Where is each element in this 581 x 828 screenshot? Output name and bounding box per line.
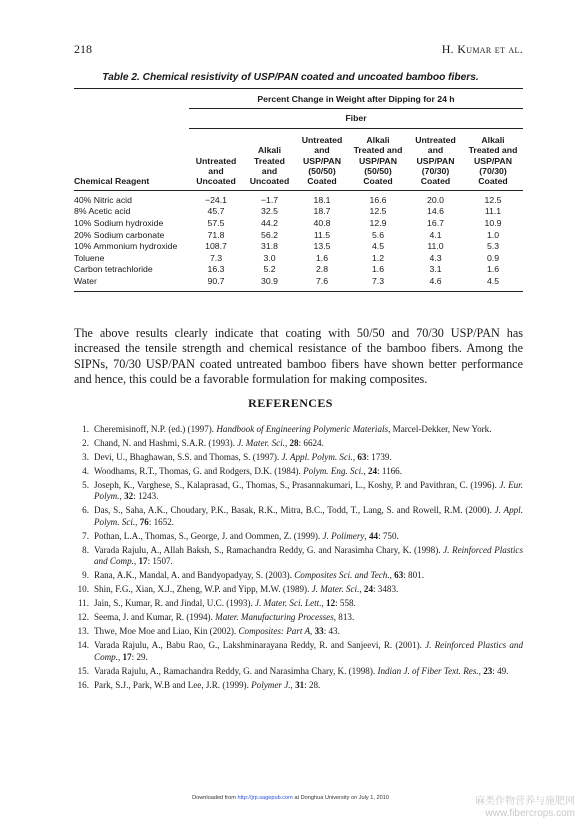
reference-detail: : 29.	[131, 651, 148, 662]
table-header	[74, 89, 523, 191]
reagent-cell: Toluene	[74, 252, 105, 263]
column-header-row	[74, 128, 523, 190]
value-cell: 12.9	[369, 218, 387, 229]
column-header	[189, 128, 243, 190]
reference-number: 7.	[82, 530, 89, 541]
reference-title: J. Polimery	[322, 530, 365, 541]
column-header-line: Coated	[307, 176, 337, 187]
reference-item	[74, 598, 523, 609]
reference-detail: : 3483.	[373, 584, 399, 595]
column-header-line: Uncoated	[249, 176, 290, 187]
value-cell: 3.1	[429, 264, 442, 275]
reference-detail: : 6624.	[298, 438, 324, 448]
reference-text	[94, 640, 523, 663]
reference-authors: Varada Rajulu, A., Babu Rao, G., Lakshminarayana Reddy, R. and Sanjeevi, R. (2001).	[94, 640, 426, 651]
table-row	[74, 264, 523, 276]
reference-detail: ,	[310, 626, 315, 637]
value-cell: 4.3	[429, 252, 442, 263]
value-cell: 5.3	[486, 241, 500, 252]
reference-authors: Das, S., Saha, A.K., Choudary, P.K., Basak, R.K., Mitra, B.C., Todd, T., Lang, S. and Rowell, R.M. (2000).	[94, 505, 495, 516]
reference-item	[74, 640, 523, 663]
value-cell: 57.5	[207, 218, 225, 229]
reference-title: J. Appl. Polym. Sci.	[281, 452, 353, 462]
value-cell: 20.0	[427, 194, 444, 205]
column-header	[408, 128, 463, 190]
reference-number: 13.	[77, 626, 89, 637]
column-header-line: Alkali	[366, 134, 390, 145]
column-header-line: and	[208, 166, 224, 177]
table-container	[74, 88, 523, 292]
value-cell: 16.7	[427, 218, 444, 229]
reference-item	[74, 466, 523, 477]
column-header-line: Alkali	[257, 145, 282, 156]
reference-number: 4.	[82, 466, 89, 476]
reference-authors: Jain, S., Kumar, R. and Jindal, U.C. (1993).	[94, 598, 256, 609]
column-header-line: (70/30)	[421, 166, 450, 177]
reference-text	[94, 584, 523, 595]
value-cell: 30.9	[261, 276, 278, 286]
reference-authors: Devi, U., Bhaghawan, S.S. and Thomas, S. (1997).	[94, 452, 282, 462]
value-cell: 40.8	[313, 218, 331, 229]
reference-item	[74, 680, 523, 691]
value-cell: 4.1	[429, 229, 442, 240]
reference-detail: ,	[359, 584, 364, 595]
reference-authors: Chand, N. and Hashmi, S.A.R. (1993).	[94, 438, 238, 448]
reagent-cell: 20% Sodium carbonate	[74, 229, 165, 240]
reference-detail: : 1166.	[377, 466, 403, 476]
reference-detail: , Marcel-Dekker, New York.	[388, 424, 492, 434]
column-header-line: USP/PAN	[416, 155, 455, 166]
reference-number: 6.	[82, 505, 89, 516]
reference-item	[74, 424, 523, 435]
reference-detail: ,	[352, 452, 358, 462]
column-header	[348, 128, 408, 190]
footer-prefix: Downloaded from	[192, 795, 238, 801]
reference-title: J. Eur. Polym.	[94, 480, 523, 502]
reference-volume: 17	[138, 556, 148, 567]
reference-item	[74, 584, 523, 595]
table-body	[74, 190, 523, 291]
column-header-line: Coated	[420, 176, 451, 187]
reference-authors: Thwe, Moe Moe and Liao, Kin (2002).	[94, 626, 239, 637]
reference-item	[74, 612, 523, 623]
reference-authors: Woodhams, R.T., Thomas, G. and Rodgers, D.K. (1984).	[94, 466, 304, 476]
table-row	[74, 230, 523, 242]
fiber-subheader: Fiber	[189, 109, 523, 128]
reference-item	[74, 480, 523, 503]
reference-authors: Varada Rajulu, A., Ramachandra Reddy, G. and Narasimha Chary, K. (1998).	[94, 665, 378, 676]
column-header-line: (50/50)	[364, 166, 392, 177]
reference-item	[74, 531, 523, 542]
page-header	[74, 42, 523, 58]
value-cell: 90.7	[207, 276, 225, 286]
column-header-line: Untreated	[301, 134, 343, 145]
reference-volume: 17	[122, 651, 132, 662]
column-header-line: Untreated	[195, 155, 237, 166]
column-header-line: Untreated	[415, 134, 456, 145]
reference-item	[74, 545, 523, 568]
value-cell: 4.5	[486, 276, 500, 286]
reference-text	[94, 424, 523, 435]
reference-text	[94, 626, 523, 637]
reference-volume: 12	[326, 598, 336, 609]
reference-text	[94, 466, 523, 477]
reference-title: J. Mater. Sci.	[311, 584, 360, 595]
reference-authors: Rana, A.K., Mandal, A. and Bandyopadyay, S. (2003).	[94, 570, 295, 581]
reference-item	[74, 438, 523, 449]
reference-title: Polym. Eng. Sci.	[303, 466, 364, 476]
reference-detail: : 750.	[378, 530, 399, 541]
reference-volume: 63	[357, 452, 367, 462]
value-cell: 1.0	[486, 229, 500, 240]
reference-volume: 63	[394, 570, 404, 581]
reference-detail: : 558.	[335, 598, 356, 609]
value-cell: 18.7	[313, 206, 331, 217]
reference-title: J. Reinforced Plastics and Comp.	[94, 640, 523, 662]
reference-text	[94, 666, 523, 677]
value-cell: 18.1	[313, 194, 331, 205]
value-cell: 12.5	[484, 194, 502, 205]
value-cell: 32.5	[261, 206, 278, 217]
column-header-line: (70/30)	[479, 166, 507, 177]
column-header-line: USP/PAN	[303, 155, 341, 166]
reference-detail: ,	[321, 598, 327, 609]
references-heading: REFERENCES	[248, 396, 333, 410]
reference-volume: 24	[367, 466, 378, 476]
value-cell: 7.3	[371, 276, 385, 286]
reference-number: 16.	[77, 679, 89, 690]
reference-number: 8.	[82, 544, 89, 555]
reference-text	[94, 505, 523, 528]
reference-title: J. Reinforced Plastics and Comp.	[94, 544, 523, 567]
reference-title: Mater. Manufacturing Processes	[215, 612, 334, 623]
column-header-line: Coated	[478, 176, 508, 187]
column-header-line: Uncoated	[196, 176, 236, 187]
reference-item	[74, 626, 523, 637]
site-watermark	[475, 796, 575, 820]
value-cell: 4.6	[429, 276, 442, 286]
column-header-line: (50/50)	[308, 166, 336, 177]
reagent-cell: 40% Nitric acid	[74, 194, 132, 205]
reference-number: 15.	[77, 665, 89, 676]
reference-number: 5.	[82, 480, 89, 490]
reference-title: Handbook of Engineering Polymeric Materials	[216, 424, 389, 434]
reference-text	[94, 680, 523, 691]
reagent-header: Chemical Reagent	[74, 176, 150, 187]
value-cell: 31.8	[261, 241, 278, 252]
group-header: Percent Change in Weight after Dipping for 24 h	[189, 89, 523, 109]
column-header-line: and	[314, 145, 330, 156]
value-cell: 0.9	[486, 252, 500, 263]
reference-volume: 24	[363, 584, 373, 595]
reference-item	[74, 505, 523, 528]
column-header	[296, 128, 348, 190]
reference-detail: ,	[364, 530, 369, 541]
reference-authors: Park, S.J., Park, W.B and Lee, J.R. (1999).	[94, 679, 252, 690]
column-header-line: Alkali	[481, 134, 505, 145]
reference-detail: ,	[290, 679, 296, 690]
reference-detail: ,	[478, 665, 484, 676]
value-cell: 13.5	[313, 241, 331, 252]
table-row	[74, 218, 523, 230]
value-cell: 108.7	[205, 241, 227, 252]
table-row	[74, 253, 523, 265]
reference-detail: ,	[284, 438, 290, 448]
value-cell: 71.8	[207, 229, 225, 240]
table-row	[74, 276, 523, 291]
reference-number: 11.	[77, 598, 89, 609]
reference-volume: 23	[483, 665, 493, 676]
body-paragraph: The above results clearly indicate that coating with 50/50 and 70/30 USP/PAN has increased the tensile strength and chemical resistance of the bamboo fibers. Among the SIPNs, 70/30 USP/PAN coated untreated bamboo fibers have shown better performance and hence, this could be a favorable formulation for making composites.	[74, 326, 523, 387]
column-header-line: and	[261, 166, 278, 177]
reference-detail: : 1243.	[133, 491, 159, 502]
reference-volume: 28	[289, 438, 299, 448]
value-cell: 2.8	[315, 264, 329, 275]
reference-detail: : 1507.	[147, 556, 173, 567]
reference-volume: 33	[314, 626, 324, 637]
reference-authors: Shin, F.G., Xian, X.J., Zheng, W.P. and Yipp, M.W. (1989).	[94, 584, 312, 595]
column-header-line: USP/PAN	[474, 155, 512, 166]
table-row	[74, 241, 523, 253]
reference-detail: ,	[363, 466, 368, 476]
column-header	[463, 128, 523, 190]
column-header-line: Treated and	[468, 145, 518, 156]
reference-volume: 44	[368, 530, 379, 541]
reagent-cell: 10% Ammonium hydroxide	[74, 241, 178, 252]
reference-title: Polymer J.	[251, 679, 291, 690]
page-number: 218	[74, 42, 92, 56]
reference-number: 1.	[82, 424, 89, 434]
reference-detail: : 43.	[323, 626, 340, 637]
reference-detail: ,	[389, 570, 395, 581]
reference-number: 12.	[77, 612, 89, 623]
footer-suffix: at Donghua University on July 1, 2010	[292, 795, 389, 801]
reference-detail: , 813.	[333, 612, 355, 623]
reference-authors: Pothan, L.A., Thomas, S., George, J. and Oommen, Z. (1999).	[94, 530, 323, 541]
reference-item	[74, 452, 523, 463]
value-cell: 10.9	[484, 218, 502, 229]
value-cell: 11.0	[427, 241, 444, 252]
reagent-cell: 8% Acetic acid	[74, 206, 131, 217]
value-cell: 11.5	[313, 229, 331, 240]
value-cell: 12.5	[369, 206, 387, 217]
reference-text	[94, 612, 523, 623]
value-cell: 3.0	[263, 252, 276, 263]
table-caption: Table 2. Chemical resistivity of USP/PAN coated and uncoated bamboo fibers.	[102, 72, 479, 83]
value-cell: 1.6	[315, 252, 329, 263]
value-cell: 16.3	[207, 264, 225, 275]
value-cell: 4.5	[371, 241, 385, 252]
reagent-cell: 10% Sodium hydroxide	[74, 218, 164, 229]
references-list	[74, 424, 523, 694]
value-cell: 11.1	[484, 206, 502, 217]
value-cell: 45.7	[207, 206, 225, 217]
running-head: H. Kumar et al.	[441, 42, 523, 56]
column-header-line: Coated	[363, 176, 393, 187]
value-cell: 44.2	[261, 218, 278, 229]
reference-authors: Varada Rajulu, A., Allah Baksh, S., Ramachandra Reddy, G. and Narasimha Chary, K. (1998).	[94, 544, 444, 555]
reference-volume: 76	[139, 516, 149, 527]
reference-detail: ,	[135, 516, 140, 527]
chemical-resistivity-table	[74, 88, 523, 292]
column-header-line: Treated	[254, 155, 285, 166]
footer-link[interactable]: http://jrp.sagepub.com	[237, 795, 293, 801]
reference-detail: : 801.	[403, 570, 424, 581]
reference-volume: 31	[295, 679, 305, 690]
reference-text	[94, 438, 523, 449]
reference-text	[94, 545, 523, 568]
value-cell: 16.6	[369, 194, 387, 205]
reference-volume: 32	[124, 491, 134, 502]
reference-detail: : 1652.	[148, 516, 175, 527]
column-header	[243, 128, 296, 190]
table-row	[74, 206, 523, 218]
watermark-line-2: www.fibercrops.com	[485, 808, 575, 819]
reference-title: Indian J. of Fiber Text. Res.	[377, 665, 479, 676]
column-header-line: and	[427, 145, 444, 156]
value-cell: 1.6	[371, 264, 385, 275]
value-cell: −1.7	[260, 194, 279, 205]
table-row	[74, 190, 523, 206]
reagent-cell: Carbon tetrachloride	[74, 264, 153, 275]
reference-text	[94, 480, 523, 503]
value-cell: 5.2	[263, 264, 276, 275]
reference-item	[74, 666, 523, 677]
reference-title: J. Appl. Polym. Sci.	[94, 505, 523, 527]
reference-detail: ,	[133, 556, 139, 567]
reference-number: 9.	[82, 570, 89, 581]
reference-detail: : 28.	[304, 679, 321, 690]
value-cell: 1.6	[486, 264, 500, 275]
reference-authors: Joseph, K., Varghese, S., Kalaprasad, G., Thomas, S., Prasannakumari, L., Koshy, P. and Pavithran, C. (1996).	[94, 480, 500, 490]
reference-authors: Seema, J. and Kumar, R. (1994).	[94, 612, 216, 623]
reference-text	[94, 570, 523, 581]
reference-text	[94, 531, 523, 542]
value-cell: 7.6	[315, 276, 329, 286]
value-cell: 7.3	[209, 252, 223, 263]
value-cell: 5.6	[371, 229, 385, 240]
reference-text	[94, 452, 523, 463]
reference-title: Composites Sci. and Tech.	[294, 570, 390, 581]
column-header-line: Treated and	[353, 145, 403, 156]
reference-detail: : 49.	[492, 665, 509, 676]
reference-number: 3.	[82, 452, 89, 462]
reference-title: J. Mater. Sci. Lett.	[255, 598, 322, 609]
reference-title: Composites: Part A	[238, 626, 311, 637]
value-cell: 1.2	[371, 252, 385, 263]
reference-title: J. Mater. Sci.	[237, 438, 285, 448]
reference-number: 10.	[77, 584, 89, 595]
value-cell: 56.2	[261, 229, 278, 240]
reference-text	[94, 598, 523, 609]
reference-number: 14.	[77, 640, 89, 651]
reagent-cell: Water	[74, 276, 97, 286]
reference-detail: ,	[119, 491, 125, 502]
reference-number: 2.	[82, 438, 89, 448]
reference-item	[74, 570, 523, 581]
value-cell: −24.1	[205, 194, 227, 205]
value-cell: 14.6	[427, 206, 444, 217]
reference-authors: Cheremisinoff, N.P. (ed.) (1997).	[94, 424, 217, 434]
reference-detail: : 1739.	[366, 452, 392, 462]
watermark-line-1: 麻类作物营养与施肥网	[475, 796, 575, 807]
column-header-line: USP/PAN	[359, 155, 397, 166]
reference-detail: ,	[118, 651, 123, 662]
